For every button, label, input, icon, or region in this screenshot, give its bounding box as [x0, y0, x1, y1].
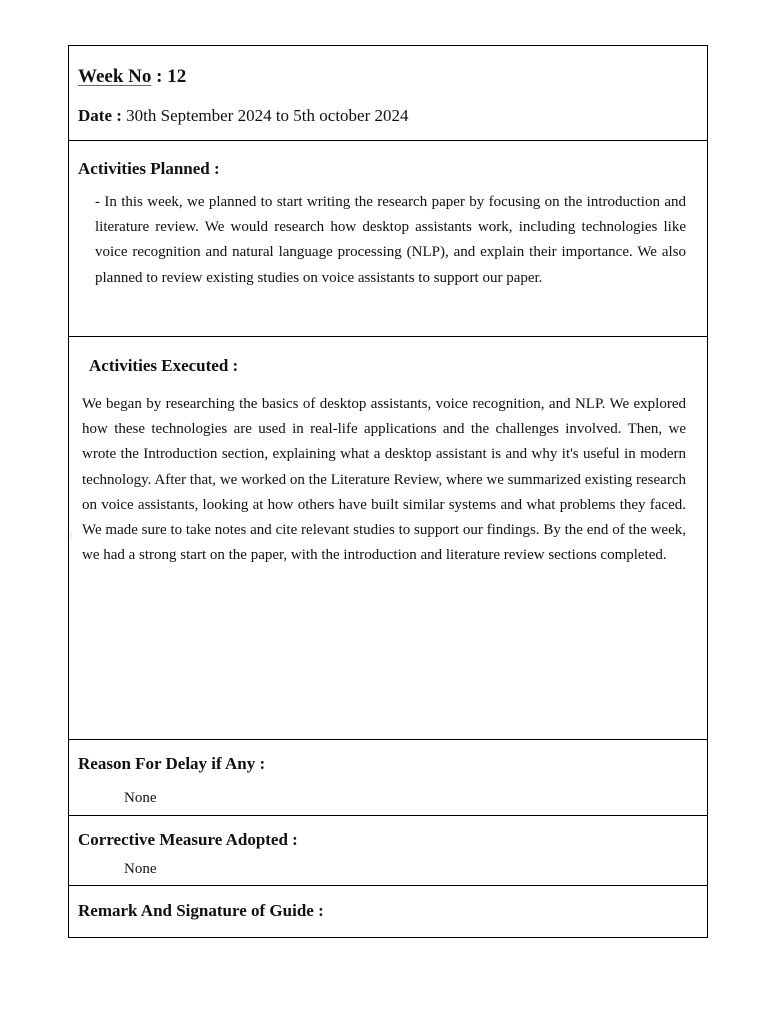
date-label: Date : — [78, 106, 127, 125]
corrective-measure-section — [69, 815, 707, 886]
activities-executed-heading: Activities Executed : — [89, 356, 239, 375]
activities-planned-text: - In this week, we planned to start writing the research paper by focusing on the introduction and literature review. We would research how desktop assistants work, including technologies like voice recognition and natural language processing (NLP), and explain their importance. We also planned to review existing studies on voice assistants to support our paper. — [95, 194, 686, 286]
week-label: Week No — [78, 66, 152, 87]
date-range: 30th September 2024 to 5th october 2024 — [126, 106, 409, 125]
activities-planned-heading: Activities Planned : — [78, 159, 220, 178]
date-line — [78, 106, 409, 126]
remark-signature-heading: Remark And Signature of Guide : — [78, 901, 324, 920]
corrective-measure-value: None — [124, 861, 157, 877]
activities-executed-text: We began by researching the basics of desktop assistants, voice recognition, and NLP. We explored how these technologies are used in real-life applications and the challenges involved. Then, we wrote the Introduction section, explaining what a desktop assistant is and why it's useful in modern technology. After that, we worked on the Literature Review, where we summarized existing research on voice assistants, looking at how others have built similar systems and what problems they faced. We made sure to take notes and cite relevant studies to support our findings. By the end of the week, we had a strong start on the paper, with the introduction and literature review sections completed. — [82, 396, 686, 564]
week-separator: : — [151, 66, 168, 87]
week-number: 12 — [167, 66, 187, 87]
corrective-measure-heading: Corrective Measure Adopted : — [78, 830, 298, 849]
week-number-line — [78, 66, 186, 88]
weekly-report-form — [68, 45, 708, 938]
remark-section — [69, 885, 707, 937]
activities-planned-section — [69, 140, 707, 337]
reason-for-delay-heading: Reason For Delay if Any : — [78, 754, 266, 773]
activities-executed-section — [69, 336, 707, 740]
week-section — [69, 46, 707, 141]
reason-for-delay-value: None — [124, 790, 157, 806]
reason-for-delay-section — [69, 739, 707, 816]
stray-mark: ː — [70, 532, 72, 540]
